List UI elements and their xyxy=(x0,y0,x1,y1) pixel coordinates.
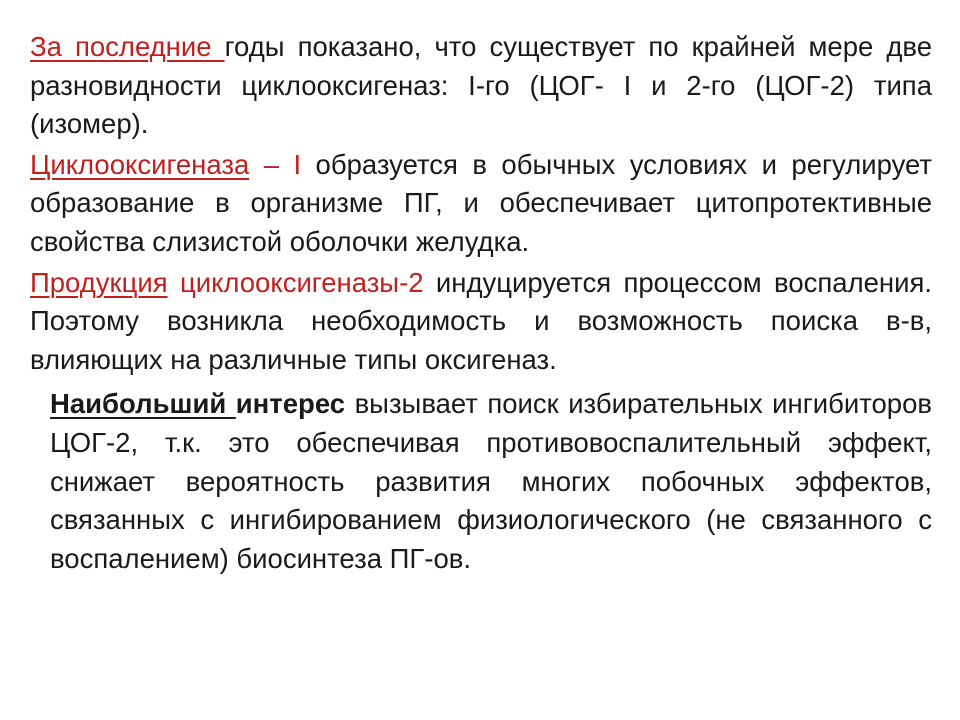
highlight-za-poslednie: За последние xyxy=(30,31,225,62)
highlight-cox1-tail: – I xyxy=(249,148,302,180)
highlight-greatest: Наибольший xyxy=(50,388,236,420)
paragraph-cox1 xyxy=(30,146,932,262)
paragraph-interest-text: вызывает поиск избирательных ингибиторов ЦОГ-2, т.к. это обеспечивая противовоспалительный эффект, снижает вероятность развития многих побочных эффектов, связанных с ингибированием физиологического (не связанного с воспалением) биосинтеза ПГ-ов. xyxy=(50,388,933,574)
paragraph-cox2-text: индуцируется процессом воспаления. Поэтому возникла необходимость и возможность поиска в-в, влияющих на различные типы оксигеназ. xyxy=(30,266,932,375)
slide-text-body xyxy=(30,28,932,578)
highlight-interest: интерес xyxy=(235,388,346,420)
highlight-cyclooxygenase: Циклооксигеназа xyxy=(30,148,250,180)
paragraph-cox1-text: образуется в обычных условиях и регулирует образование в организме ПГ, и обеспечивает цитопротективные свойства слизистой оболочки желудка. xyxy=(30,148,933,257)
paragraph-cox-types xyxy=(30,28,932,144)
highlight-production: Продукция xyxy=(30,266,168,298)
paragraph-cox-types-text: годы показано, что существует по крайней мере две разновидности циклооксигеназ: I-го (ЦОГ- I и 2-го (ЦОГ-2) типа (изомер). xyxy=(30,31,933,140)
highlight-cox2-tail: циклооксигеназы-2 xyxy=(167,266,424,298)
paragraph-cox2 xyxy=(30,264,932,380)
paragraph-interest xyxy=(30,385,932,578)
